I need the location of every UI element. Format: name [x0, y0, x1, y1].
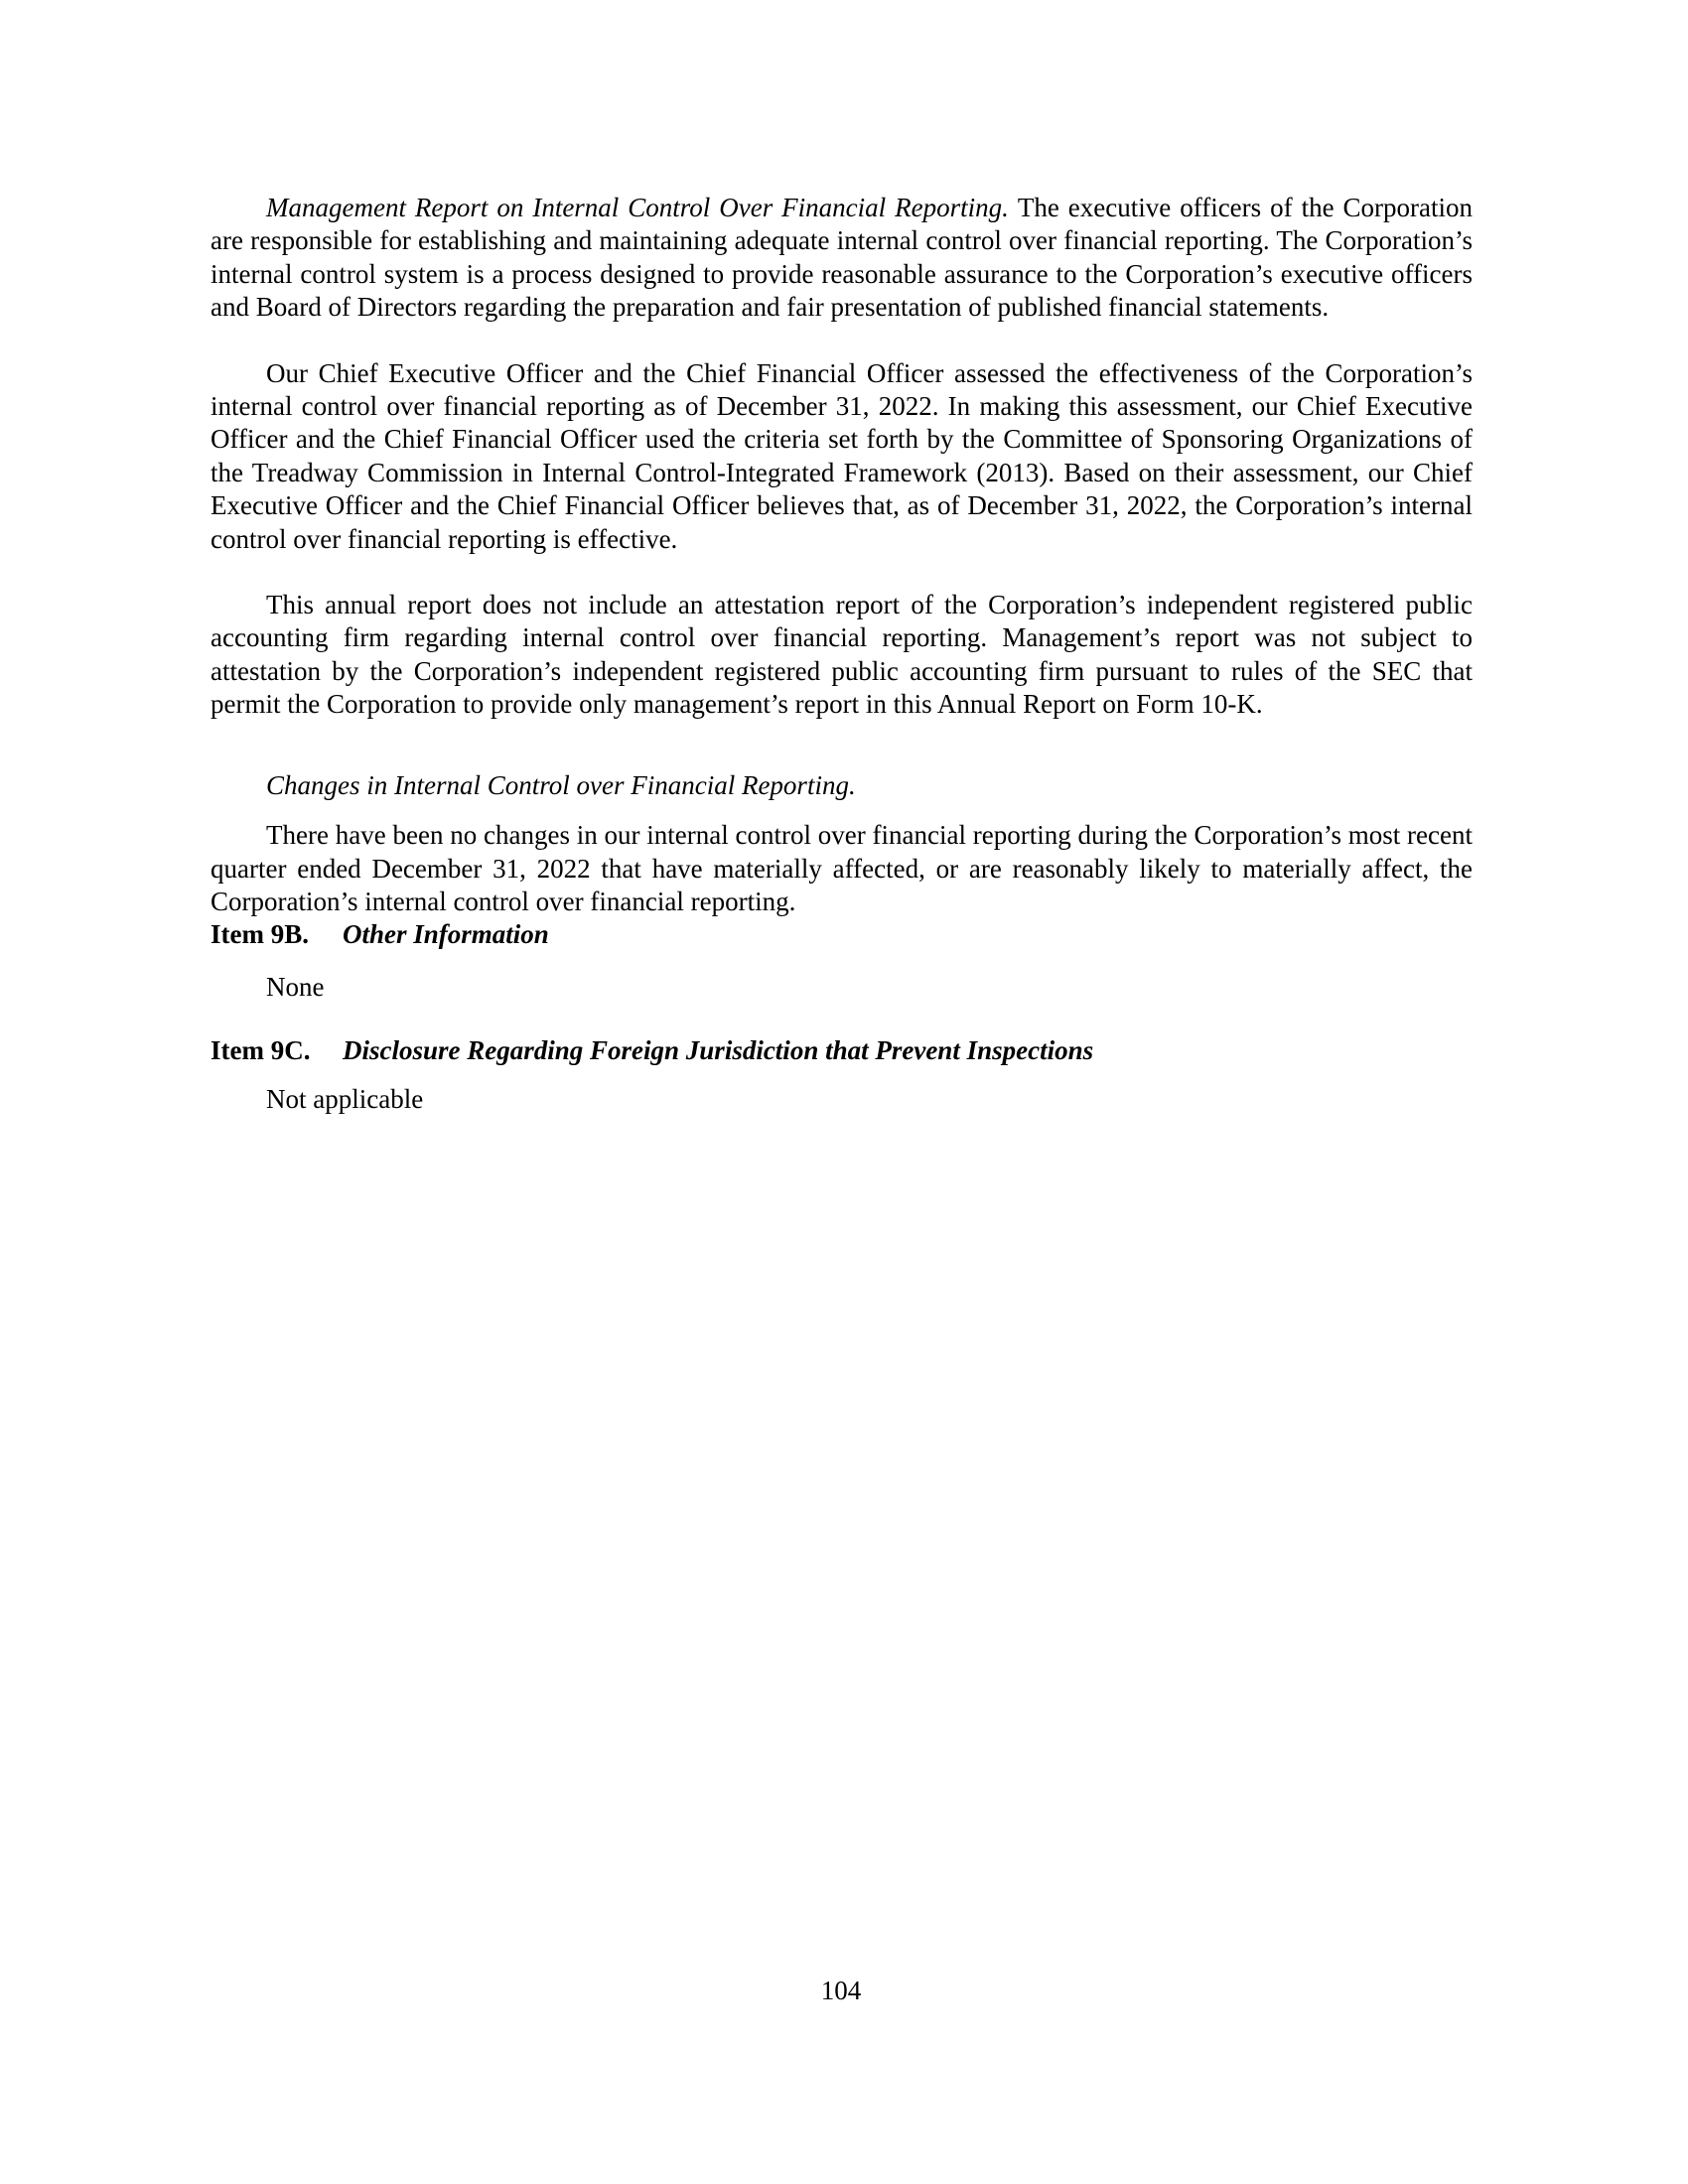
- item-9b-heading: [211, 918, 1473, 951]
- paragraph-management-report: [211, 192, 1473, 325]
- item-9c-heading: [211, 1034, 1473, 1067]
- item-9b-label: Item 9B.: [211, 919, 309, 950]
- management-report-lead-sentence: Management Report on Internal Control Over Financial Reporting.: [266, 193, 1009, 222]
- item-9c-body: Not applicable: [266, 1083, 424, 1114]
- paragraph-changes-body: There have been no changes in our internal control over financial reporting during the Corporation’s most recent quarter ended December 31, 2022 that have materially affected, or are reasonably likely to materially affect, the Corporation’s internal control over financial reporting.: [211, 820, 1473, 916]
- item-9c-label: Item 9C.: [211, 1035, 311, 1066]
- paragraph-attestation: This annual report does not include an attestation report of the Corporation’s independent registered public accounting firm regarding internal control over financial reporting. Management’s report was not subject to attestation by the Corporation’s independent registered public accounting firm pursuant to rules of the SEC that permit the Corporation to provide only management’s report in this Annual Report on Form 10-K.: [211, 590, 1473, 720]
- item-9c-title: Disclosure Regarding Foreign Jurisdiction that Prevent Inspections: [343, 1035, 1094, 1066]
- item-9b-title: Other Information: [343, 919, 549, 950]
- heading-changes-in-internal-control: Changes in Internal Control over Financial Reporting.: [266, 769, 856, 800]
- document-page: [211, 192, 1473, 1116]
- paragraph-ceo-assessment: Our Chief Executive Officer and the Chief Financial Officer assessed the effectiveness of the Corporation’s internal control over financial reporting as of December 31, 2022. In making this assessment, our Chief Executive Officer and the Chief Financial Officer used the criteria set forth by the Committee of Sponsoring Organizations of the Treadway Commission in Internal Control-Integrated Framework (2013). Based on their assessment, our Chief Executive Officer and the Chief Financial Officer believes that, as of December 31, 2022, the Corporation’s internal control over financial reporting is effective.: [211, 357, 1473, 554]
- management-report-body: The executive officers of the Corporation are responsible for establishing and maintaining adequate internal control over financial reporting. The Corporation’s internal control system is a process designed to provide reasonable assurance to the Corporation’s executive officers and Board of Directors regarding the preparation and fair presentation of published financial statements.: [211, 193, 1473, 323]
- page-number: 104: [820, 1976, 862, 2005]
- item-9b-body: None: [266, 971, 325, 1002]
